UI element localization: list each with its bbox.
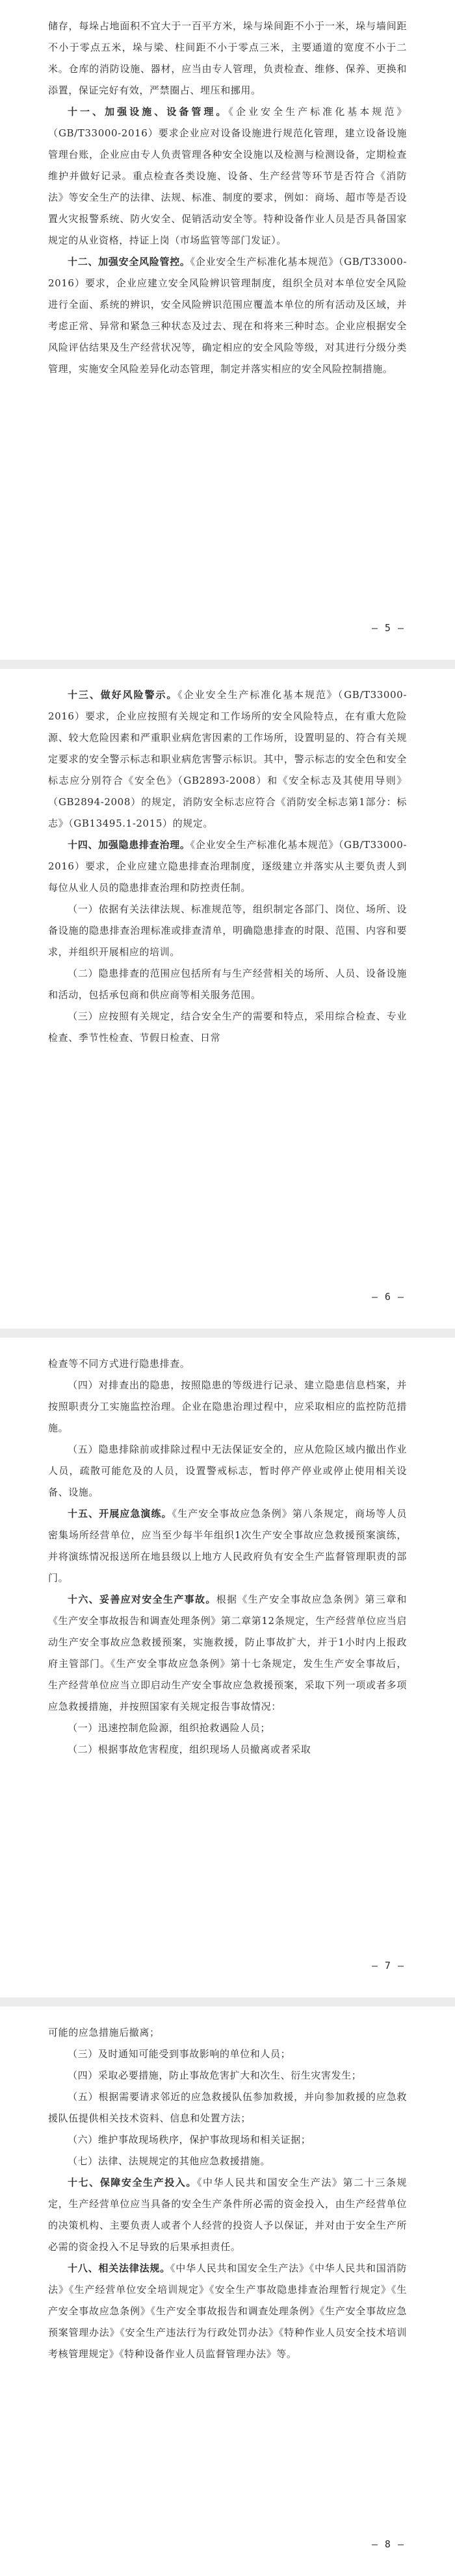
- paragraph-text: 储存，每垛占地面积不宜大于一百平方米，垛与垛间距不小于一米，垛与墙间距不小于零点五米，垛与梁、柱间距不小于零点三米，主要通道的宽度不小于二米。仓库的消防设施、器材，应当由专人管理，负责检查、维修、保养、更换和添置，保证完好有效，严禁圈占、埋压和挪用。: [48, 20, 407, 96]
- section-heading: 十七、保障安全生产投入。: [68, 2177, 197, 2188]
- section-paragraph: [48, 1589, 407, 1718]
- paragraph-text: （四）采取必要措施，防止事故危害扩大和次生、衍生灾害发生；: [68, 2070, 362, 2081]
- paragraph-text: 根据《生产安全事故应急条例》第三章和《生产安全事故报告和调查处理条例》第二章第12条规定，生产经营单位应当启动生产安全事故应急救援预案，实施救援，防止事故扩大，并于1小时内上报政府主管部门。《生产安全事故应急条例》第十七条规定，发生生产安全事故后，生产经营单位应当立即启动生产安全事故应急救援预案，采取下列一项或者多项应急救援措施，并按照国家有关规定报告事故情况：: [48, 1594, 407, 1712]
- paragraph-text: （六）维护事故现场秩序，保护事故现场和相关证据；: [68, 2134, 311, 2145]
- section-heading: 十一、加强设施、设备管理。: [68, 106, 229, 118]
- paragraph-text: （二）隐患排查的范围应包括所有与生产经营相关的场所、人员、设备设施和活动，包括承包商和供应商等相关服务范围。: [48, 968, 407, 1001]
- body-paragraph: [48, 1739, 407, 1760]
- body-paragraph: [48, 2129, 407, 2151]
- paragraph-text: （五）根据需要请求邻近的应急救援队伍参加救援，并向参加救援的应急救援队伍提供相关技术资料、信息和处置方法；: [48, 2091, 407, 2124]
- paragraph-text: 可能的应急措施后撤离；: [48, 2027, 160, 2038]
- body-paragraph: [48, 2151, 407, 2172]
- page-number: — 5 —: [371, 622, 404, 634]
- section-paragraph: [48, 1503, 407, 1589]
- paragraph-text: （四）对排查出的隐患，按照隐患的等级进行记录、建立隐患信息档案，并按照职责分工实施监控治理。企业在隐患治理过程中，应采取相应的监控防范措施。: [48, 1379, 407, 1434]
- document-page: [0, 669, 455, 1329]
- paragraph-text: （五）隐患排除前或排除过程中无法保证安全的，应从危险区域内撤出作业人员，疏散可能危及的人员，设置警戒标志，暂时停产停业或停止使用相关设备、设施。: [48, 1444, 407, 1498]
- body-paragraph: [48, 2044, 407, 2065]
- section-paragraph: [48, 2258, 407, 2365]
- body-paragraph: [48, 963, 407, 1006]
- section-heading: 十六、妥善应对安全生产事故。: [68, 1594, 216, 1605]
- body-paragraph: [48, 16, 407, 101]
- section-heading: 十五、开展应急演练。: [68, 1508, 172, 1519]
- section-paragraph: [48, 834, 407, 899]
- paragraph-text: （一）依据有关法律法规、标准规范等，组织制定各部门、岗位、场所、设备设施的隐患排查治理标准或排查清单，明确隐患排查的时限、范围、内容和要求，并组织开展相应的培训。: [48, 903, 407, 958]
- body-paragraph: [48, 1718, 407, 1739]
- page-number: — 7 —: [371, 1960, 404, 1971]
- paragraph-text: 《企业安全生产标准化基本规范》（GB/T33000-2016）要求，企业应建立安全风险辨识管理制度，组织全员对本单位安全风险进行全面、系统的辨识，安全风险辨识范围应覆盖本单位的所有活动及区域，并考虑正常、异常和紧急三种状态及过去、现在和将来三种时态。企业应根据安全风险评估结果及生产经营状况等，确定相应的安全风险等级，对其进行分级分类管理，实施安全风险差异化动态管理，制定并落实相应的安全风险控制措施。: [48, 256, 408, 375]
- body-paragraph: [48, 2022, 407, 2044]
- document-page: [0, 1338, 455, 1997]
- paragraph-text: 《中华人民共和国安全生产法》第二十三条规定，生产经营单位应当具备的安全生产条件所必需的资金投入，由生产经营单位的决策机构、主要负责人或者个人经营的投资人予以保证，并对由于安全生产所必需的资金投入不足导致的后果承担责任。: [48, 2177, 407, 2253]
- body-paragraph: [48, 899, 407, 963]
- paragraph-text: 《企业安全生产标准化基本规范》（GB/T33000-2016）要求企业应对设备设施进行规范化管理，建立设备设施管理台账，企业应由专人负责管理各种安全设施以及检测与检测设备，定期检查维护并做好记录。重点检查各类设施、设备、生产经营等环节是否符合《消防法》等安全生产的法律、法规、标准、制度的要求，例如：商场、超市等是否设置火灾报警系统、防火安全、促销活动安全等。特种设备作业人员是否具备国家规定的从业资格，持证上岗（市场监管等部门发证）。: [48, 106, 407, 246]
- section-paragraph: [48, 684, 407, 834]
- page-number: — 6 —: [371, 1291, 404, 1303]
- paragraph-text: （二）根据事故危害程度，组织现场人员撤离或者采取: [68, 1744, 311, 1755]
- body-paragraph: [48, 2086, 407, 2129]
- paragraph-text: （三）及时通知可能受到事故影响的单位和人员；: [68, 2048, 291, 2060]
- body-paragraph: [48, 1375, 407, 1439]
- section-paragraph: [48, 101, 407, 251]
- body-paragraph: [48, 1006, 407, 1049]
- section-heading: 十八、相关法律法规。: [68, 2262, 170, 2274]
- paragraph-text: 《企业安全生产标准化基本规范》（GB/T33000-2016）要求，企业应按照有关规定和工作场所的安全风险特点，在有重大危险源、较大危险因素和严重职业病危害因素的工作场所，设置明显的、符合有关规定要求的安全警示标志和职业病危害警示标识。其中，警示标志的安全色和安全标志应分别符合《安全色》（GB2893-2008）和《安全标志及其使用导则》（GB2894-2008）的规定，消防安全标志应符合《消防安全标志第1部分：标志》（GB13495.1-2015）的规定。: [48, 689, 407, 829]
- paragraph-text: （三）应按照有关规定，结合安全生产的需要和特点，采用综合检查、专业检查、季节性检查、节假日检查、日常: [48, 1010, 407, 1044]
- paragraph-text: 《企业安全生产标准化基本规范》（GB/T33000-2016）要求，企业应建立隐患排查治理制度，逐级建立并落实从主要负责人到每位从业人员的隐患排查治理和防控责任制。: [48, 839, 408, 894]
- section-heading: 十四、加强隐患排查治理。: [68, 839, 190, 851]
- paragraph-text: 《生产安全事故应急条例》第八条规定，商场等人员密集场所经营单位，应当至少每半年组织1次生产安全事故应急救援预案演练，并将演练情况报送所在地县级以上地方人民政府负有安全生产监督管理职责的部门。: [48, 1508, 407, 1584]
- section-heading: 十二、加强安全风险管控。: [68, 256, 190, 268]
- document-page: [0, 0, 455, 660]
- page-number: — 8 —: [371, 2538, 404, 2550]
- paragraph-text: （一）迅速控制危险源，组织抢救遇险人员；: [68, 1722, 271, 1734]
- section-paragraph: [48, 2172, 407, 2258]
- body-paragraph: [48, 1439, 407, 1503]
- section-heading: 十三、做好风险警示。: [68, 689, 178, 701]
- paragraph-text: （七）法律、法规规定的其他应急救援措施。: [68, 2155, 271, 2167]
- body-paragraph: [48, 2065, 407, 2086]
- section-paragraph: [48, 251, 407, 380]
- document-page: [0, 2007, 455, 2576]
- body-paragraph: [48, 1353, 407, 1375]
- paragraph-text: 检查等不同方式进行隐患排查。: [48, 1358, 190, 1369]
- paragraph-text: 《中华人民共和国安全生产法》《中华人民共和国消防法》《生产经营单位安全培训规定》《安全生产事故隐患排查治理暂行规定》《生产安全事故应急条例》《生产安全事故报告和调查处理条例》《生产安全事故应急预案管理办法》《安全生产违法行为行政处罚办法》《特种作业人员安全技术培训考核管理规定》《特种设备作业人员监督管理办法》等。: [48, 2262, 407, 2360]
